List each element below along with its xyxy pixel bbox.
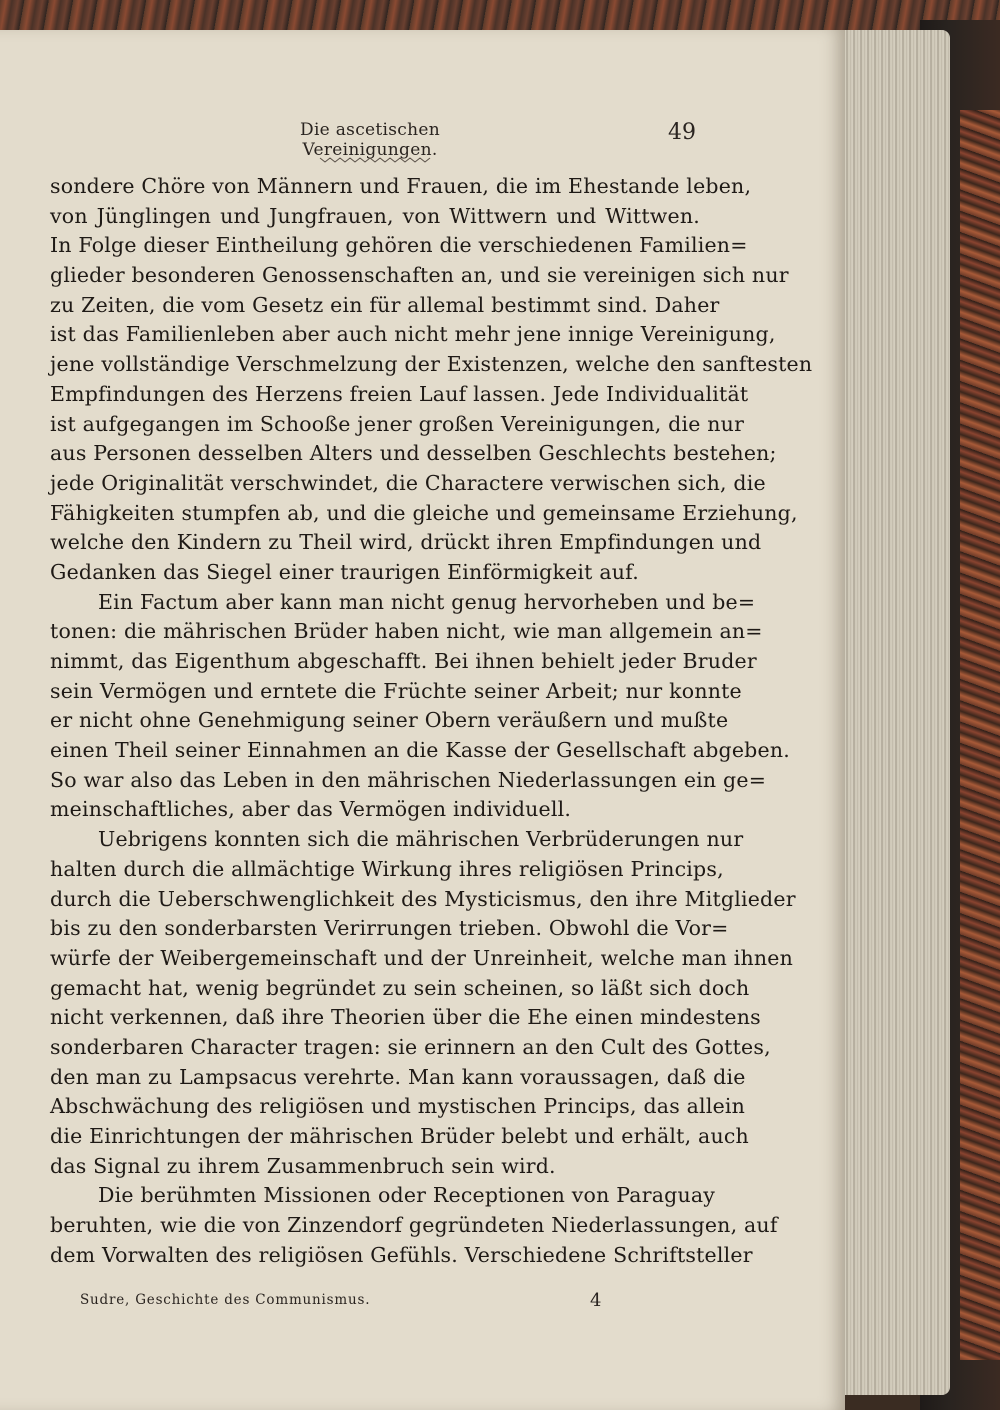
text-line: tonen: die mährischen Brüder haben nicht, wie man allgemein an= (50, 619, 763, 644)
text-line: dem Vorwalten des religiösen Gefühls. Verschiedene Schriftsteller (50, 1242, 753, 1267)
text-line: er nicht ohne Genehmigung seiner Obern veräußern und mußte (50, 708, 729, 733)
text-line: die Einrichtungen der mährischen Brüder belebt und erhält, auch (50, 1124, 749, 1148)
text-line: Abschwächung des religiösen und mystischen Princips, das allein (50, 1094, 746, 1119)
text-line: aus Personen desselben Alters und desselben Geschlechts bestehen; (50, 441, 777, 466)
text-line: Empfindungen des Herzens freien Lauf lassen. Jede Individualität (50, 381, 749, 406)
text-line: beruhten, wie die von Zinzendorf gegründeten Niederlassungen, auf (50, 1213, 778, 1238)
text-line: den man zu Lampsacus verehrte. Man kann voraussagen, daß die (50, 1064, 746, 1089)
text-line: einen Theil seiner Einnahmen an die Kasse der Gesellschaft abgeben. (50, 738, 790, 763)
text-line: ist das Familienleben aber auch nicht mehr jene innige Vereinigung, (50, 322, 776, 347)
text-line: das Signal zu ihrem Zusammenbruch sein wird. (50, 1153, 556, 1178)
text-line: glieder besonderen Genossenschaften an, und sie vereinigen sich nur (50, 263, 789, 288)
page-number: 49 (668, 120, 696, 145)
text-line: sondere Chöre von Männern und Frauen, die im Ehestande leben, (50, 174, 752, 198)
text-line: So war also das Leben in den mährischen Niederlassungen ein ge= (50, 767, 767, 792)
text-line: welche den Kindern zu Theil wird, drückt ihren Empfindungen und (50, 530, 762, 555)
text-line: Fähigkeiten stumpfen ab, und die gleiche und gemeinsame Erziehung, (50, 500, 798, 525)
text-line: Ein Factum aber kann man nicht genug hervorheben und be= (98, 589, 756, 614)
ornament-rule (320, 156, 430, 164)
text-line: gemacht hat, wenig begründet zu sein scheinen, so läßt sich doch (50, 975, 750, 1000)
text-line: ist aufgegangen im Schooße jener großen Vereinigungen, die nur (50, 411, 745, 436)
text-line: meinschaftliches, aber das Vermögen individuell. (50, 797, 572, 822)
sheet-number: 4 (590, 1290, 602, 1311)
text-line: Die berühmten Missionen oder Receptionen von Paraguay (98, 1183, 716, 1208)
body-text (50, 172, 813, 1270)
text-line: Uebrigens konnten sich die mährischen Verbrüderungen nur (98, 827, 744, 852)
text-line: von Jünglingen und Jungfrauen, von Wittwern und Wittwen. (50, 203, 700, 228)
text-line: sonderbaren Character tragen: sie erinnern an den Cult des Gottes, (50, 1034, 771, 1059)
text-line: zu Zeiten, die vom Gesetz ein für allemal bestimmt sind. Daher (50, 292, 720, 317)
text-line: nicht verkennen, daß ihre Theorien über die Ehe einen mindestens (50, 1005, 761, 1030)
page-edges (835, 30, 950, 1395)
text-line: durch die Ueberschwenglichkeit des Mysticismus, den ihre Mitglieder (50, 886, 796, 911)
text-line: bis zu den sonderbarsten Verirrungen trieben. Obwohl die Vor= (50, 916, 729, 941)
text-line: würfe der Weibergemeinschaft und der Unreinheit, welche man ihnen (50, 945, 794, 970)
text-line: nimmt, das Eigenthum abgeschafft. Bei ihnen behielt jeder Bruder (50, 649, 757, 673)
signature-line: Sudre, Geschichte des Communismus. (80, 1292, 371, 1308)
text-line: halten durch die allmächtige Wirkung ihres religiösen Princips, (50, 856, 724, 881)
text-line: jene vollständige Verschmelzung der Existenzen, welche den sanftesten (50, 352, 813, 377)
running-title: Die ascetischen Vereinigungen. (300, 120, 440, 160)
text-line: jede Originalität verschwindet, die Charactere verwischen sich, die (50, 470, 766, 495)
text-line: Gedanken das Siegel einer traurigen Einförmigkeit auf. (50, 559, 639, 584)
text-line: sein Vermögen und erntete die Früchte seiner Arbeit; nur konnte (50, 678, 742, 703)
book-marbled-edge (960, 110, 1000, 1360)
text-line: In Folge dieser Eintheilung gehören die verschiedenen Familien= (50, 233, 748, 258)
